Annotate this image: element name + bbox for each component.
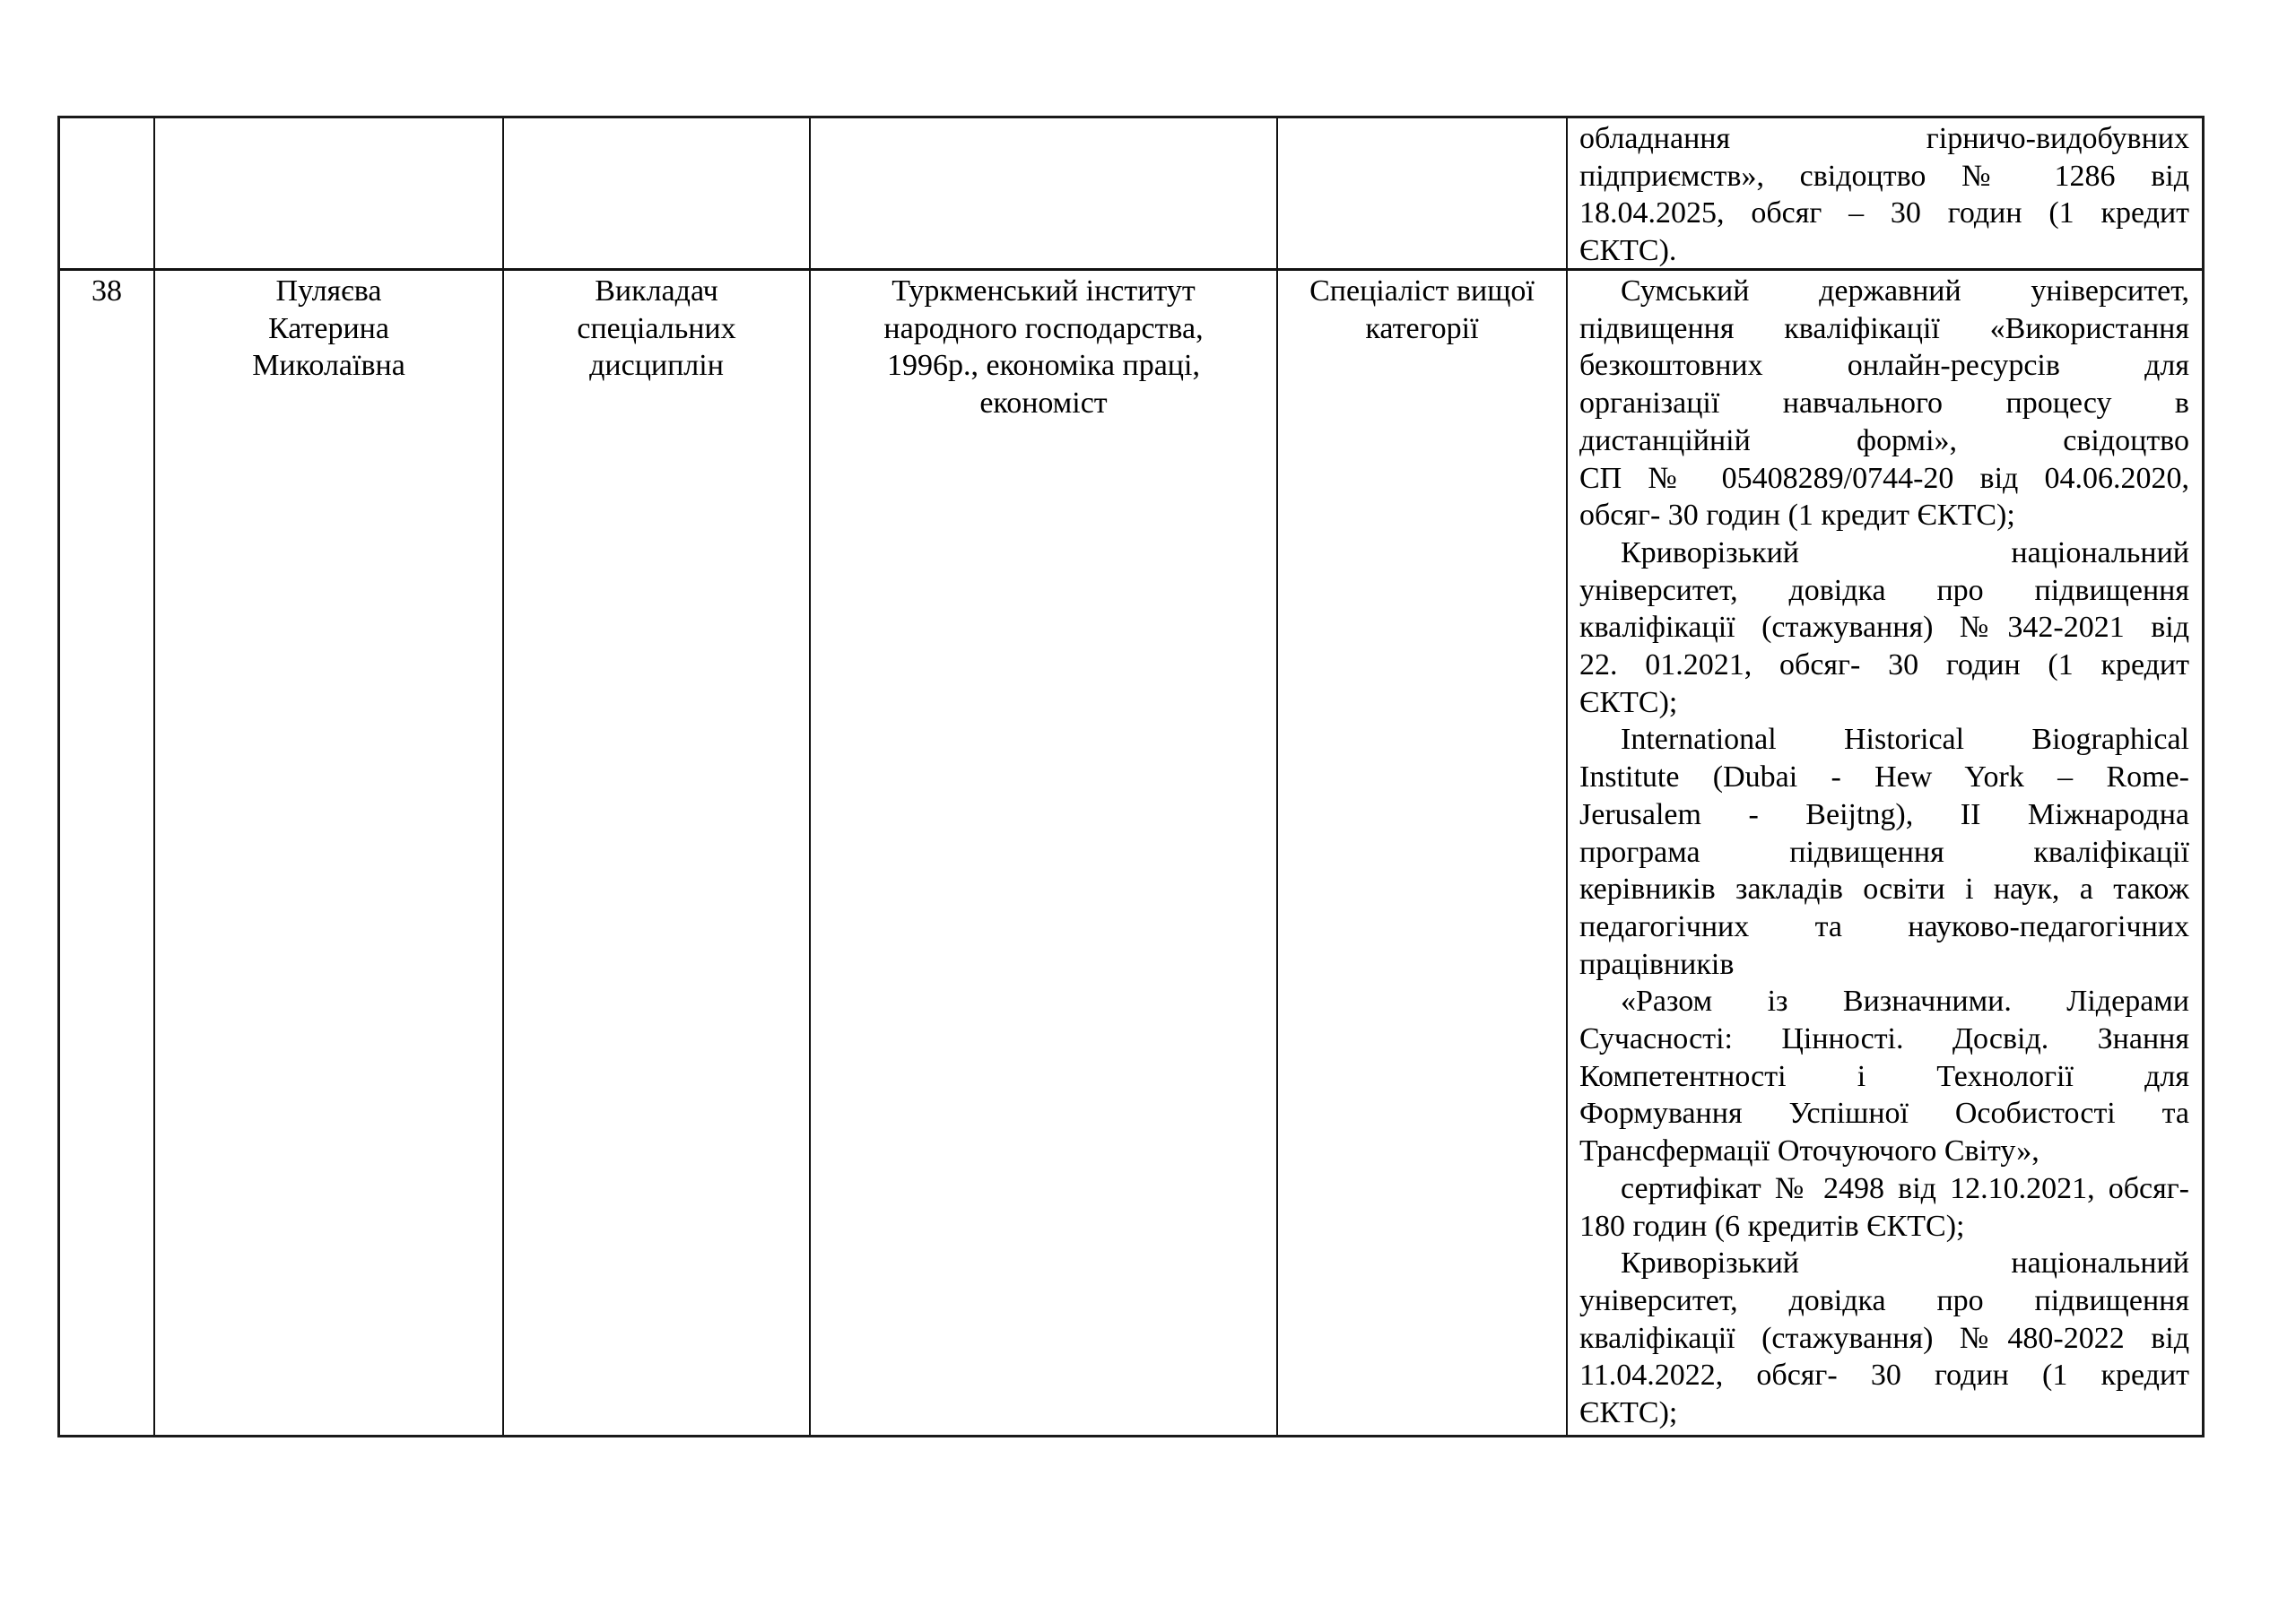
position-line: Викладач	[595, 274, 718, 308]
qualification-text-line: підвищення кваліфікації «Використання	[1579, 311, 2189, 345]
qualification-text-line: обладнання гірничо-видобувних	[1579, 122, 2189, 155]
category-cell	[1278, 273, 1566, 347]
continued-row-qualification-cell	[1579, 120, 2189, 270]
qualification-text-line: організації навчального процесу в	[1579, 386, 2189, 421]
education-line: економіст	[979, 386, 1108, 421]
surname: Пуляєва	[275, 274, 382, 308]
education-cell	[811, 273, 1276, 422]
qualification-text-line: СП № 05408289/0744-20 від 04.06.2020,	[1579, 461, 2189, 495]
patronymic: Миколаївна	[252, 349, 405, 383]
qualification-text-line: International Historical Biographical	[1621, 723, 2189, 757]
row-number: 38	[91, 274, 122, 308]
qualification-text-line: підприємств», свідоцтво № 1286 від	[1579, 159, 2189, 193]
qualification-text-line: Jerusalem - Beijtng), ІІ Міжнародна	[1579, 797, 2189, 831]
qualification-text-line: Сучасності: Цінності. Досвід. Знання	[1579, 1022, 2189, 1056]
qualification-text-line: 22. 01.2021, обсяг- 30 годин (1 кредит	[1579, 648, 2189, 682]
qualification-text-line: сертифікат № 2498 від 12.10.2021, обсяг-	[1621, 1171, 2189, 1205]
qualification-text-line: кваліфікації (стажування) №480-2022 від	[1579, 1321, 2189, 1355]
position-line: спеціальних	[577, 311, 736, 345]
qualification-text-line: ЄКТС);	[1579, 1396, 1678, 1430]
qualification-text-line: ЄКТС).	[1579, 234, 1677, 268]
education-line: Туркменський інститут	[891, 274, 1196, 308]
column-divider	[1566, 118, 1568, 1435]
qualification-text-line: працівників	[1579, 947, 1735, 981]
qualification-text-line: Сумський державний університет,	[1621, 274, 2189, 308]
qualification-text-line: Institute (Dubai - Hew York – Rome-	[1579, 760, 2189, 795]
qualification-text-line: ЄКТС);	[1579, 685, 1678, 719]
qualification-text-line: обсяг- 30 годин (1 кредит ЄКТС);	[1579, 499, 2015, 533]
qualification-text-line: кваліфікації (стажування) №342-2021 від	[1579, 611, 2189, 645]
qualification-cell	[1579, 273, 2189, 1432]
position-cell	[504, 273, 809, 385]
qualification-text-line: 18.04.2025, обсяг – 30 годин (1 кредит	[1579, 196, 2189, 230]
qualification-text-line: «Разом із Визначними. Лідерами	[1621, 985, 2189, 1019]
education-line: народного господарства,	[883, 311, 1204, 345]
first-name: Катерина	[268, 311, 389, 345]
staff-table	[57, 116, 2205, 1437]
qualification-text-line: Компетентності і Технології для	[1579, 1059, 2189, 1093]
qualification-text-line: безкоштовних онлайн-ресурсів для	[1579, 349, 2189, 383]
education-line: 1996р., економіка праці,	[887, 349, 1200, 383]
qualification-text-line: Криворізький національний	[1621, 535, 2189, 569]
qualification-text-line: керівників закладів освіти і наук, а також	[1579, 873, 2189, 907]
qualification-text-line: 180 годин (6 кредитів ЄКТС);	[1579, 1209, 1965, 1243]
position-line: дисциплін	[589, 349, 724, 383]
row-number-cell	[60, 273, 153, 310]
name-cell	[155, 273, 502, 385]
qualification-text-line: університет, довідка про підвищення	[1579, 573, 2189, 607]
qualification-text-line: університет, довідка про підвищення	[1579, 1283, 2189, 1317]
qualification-text-line: Формування Успішної Особистості та	[1579, 1097, 2189, 1131]
qualification-text-line: педагогічних та науково-педагогічних	[1579, 909, 2189, 943]
qualification-text-line: дистанційній формі», свідоцтво	[1579, 423, 2189, 457]
qualification-text-line: Трансфермації Оточуючого Світу»,	[1579, 1134, 2039, 1168]
qualification-text-line: програма підвищення кваліфікації	[1579, 835, 2189, 869]
category-line: категорії	[1365, 311, 1479, 345]
qualification-text-line: Криворізький національний	[1621, 1246, 2189, 1281]
category-line: Спеціаліст вищої	[1309, 274, 1535, 308]
qualification-text-line: 11.04.2022, обсяг- 30 годин (1 кредит	[1579, 1359, 2189, 1393]
